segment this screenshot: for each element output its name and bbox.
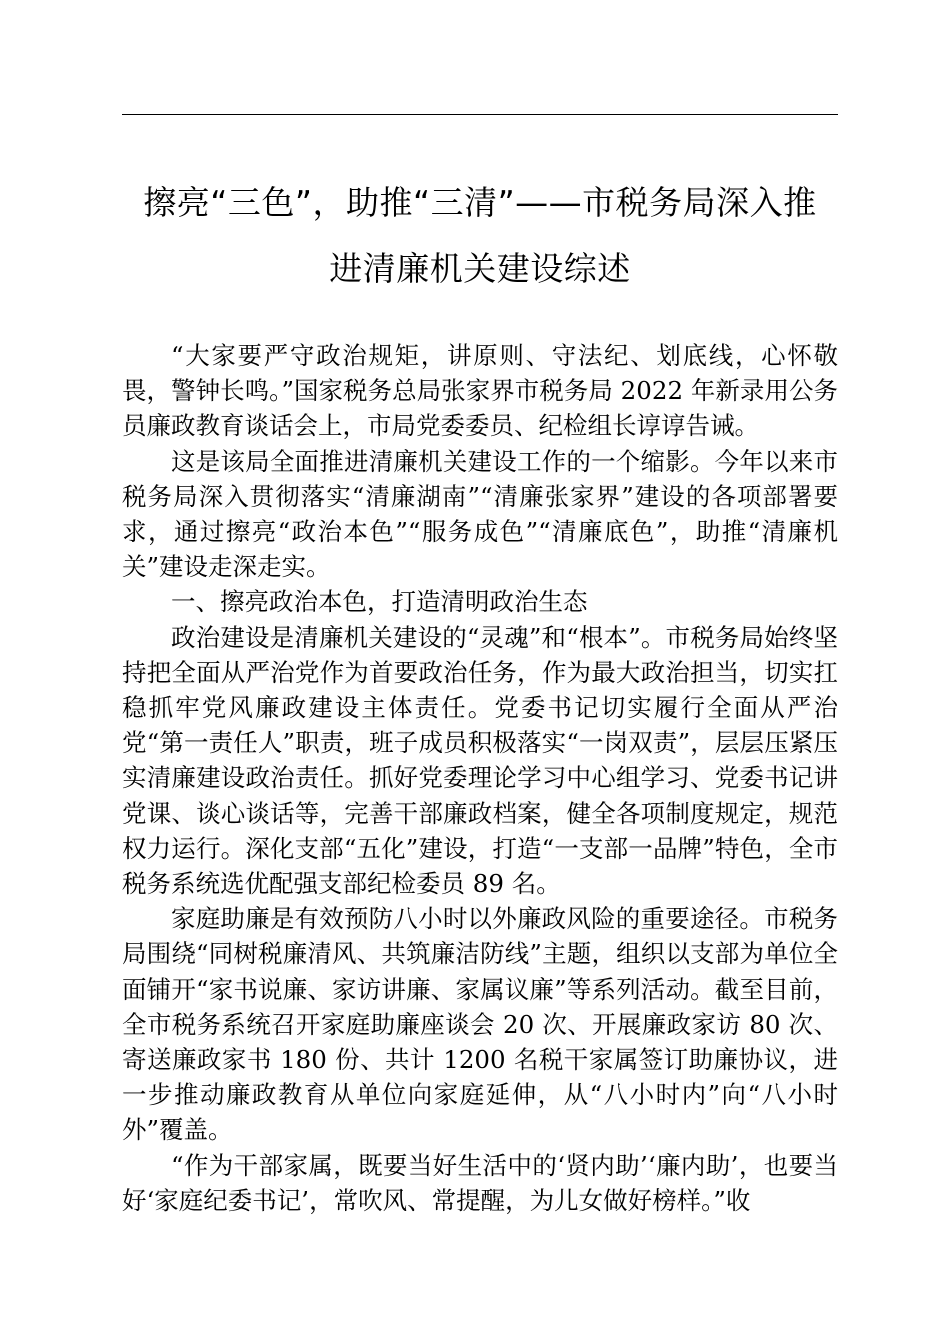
paragraph-family-integrity: 家庭助廉是有效预防八小时以外廉政风险的重要途径。市税务局围绕“同树税廉清风、共筑廉洁防线”主题，组织以支部为单位全面铺开“家书说廉、家访讲廉、家属议廉”等系列活动。截至目前，全市税务系统召开家庭助廉座谈会 20 次、开展廉政家访 80 次、寄送廉政家书 180 份、共计 1200 名税干家属签订助廉协议，进一步推动廉政教育从单位向家庭延伸，从“八小时内”向“八小时外”覆盖。 <box>122 904 838 1145</box>
title-line-2: 进清廉机关建设综述 <box>329 249 631 288</box>
paragraph-family-quote: “作为干部家属，既要当好生活中的‘贤内助’‘廉内助’，也要当好‘家庭纪委书记’，常吹风、常提醒，为儿女做好榜样。”收 <box>122 1150 838 1215</box>
paragraph-political-building: 政治建设是清廉机关建设的“灵魂”和“根本”。市税务局始终坚持把全面从严治党作为首要政治任务，作为最大政治担当，切实扛稳抓牢党风廉政建设主体责任。党委书记切实履行全面从严治党“第一责任人”职责，班子成员积极落实“一岗双责”，层层压紧压实清廉建设政治责任。抓好党委理论学习中心组学习、党委书记讲党课、谈心谈话等，完善干部廉政档案，健全各项制度规定，规范权力运行。深化支部“五化”建设，打造“一支部一品牌”特色，全市税务系统选优配强支部纪检委员 89 名。 <box>122 622 838 899</box>
paragraph-opening-quote: “大家要严守政治规矩，讲原则、守法纪、划底线，心怀敬畏，警钟长鸣。”国家税务总局张家界市税务局 2022 年新录用公务员廉政教育谈话会上，市局党委委员、纪检组长谆谆告诫。 <box>122 341 838 441</box>
document-title <box>110 170 850 302</box>
document-body <box>122 338 838 1218</box>
header-rule <box>122 114 838 115</box>
section-heading-1: 一、擦亮政治本色，打造清明政治生态 <box>171 587 588 617</box>
paragraph-overview: 这是该局全面推进清廉机关建设工作的一个缩影。今年以来市税务局深入贯彻落实“清廉湖南”“清廉张家界”建设的各项部署要求，通过擦亮“政治本色”“服务成色”“清廉底色”，助推“清廉机关”建设走深走实。 <box>122 446 838 582</box>
title-line-1: 擦亮“三色”，助推“三清”——市税务局深入推 <box>143 183 817 222</box>
